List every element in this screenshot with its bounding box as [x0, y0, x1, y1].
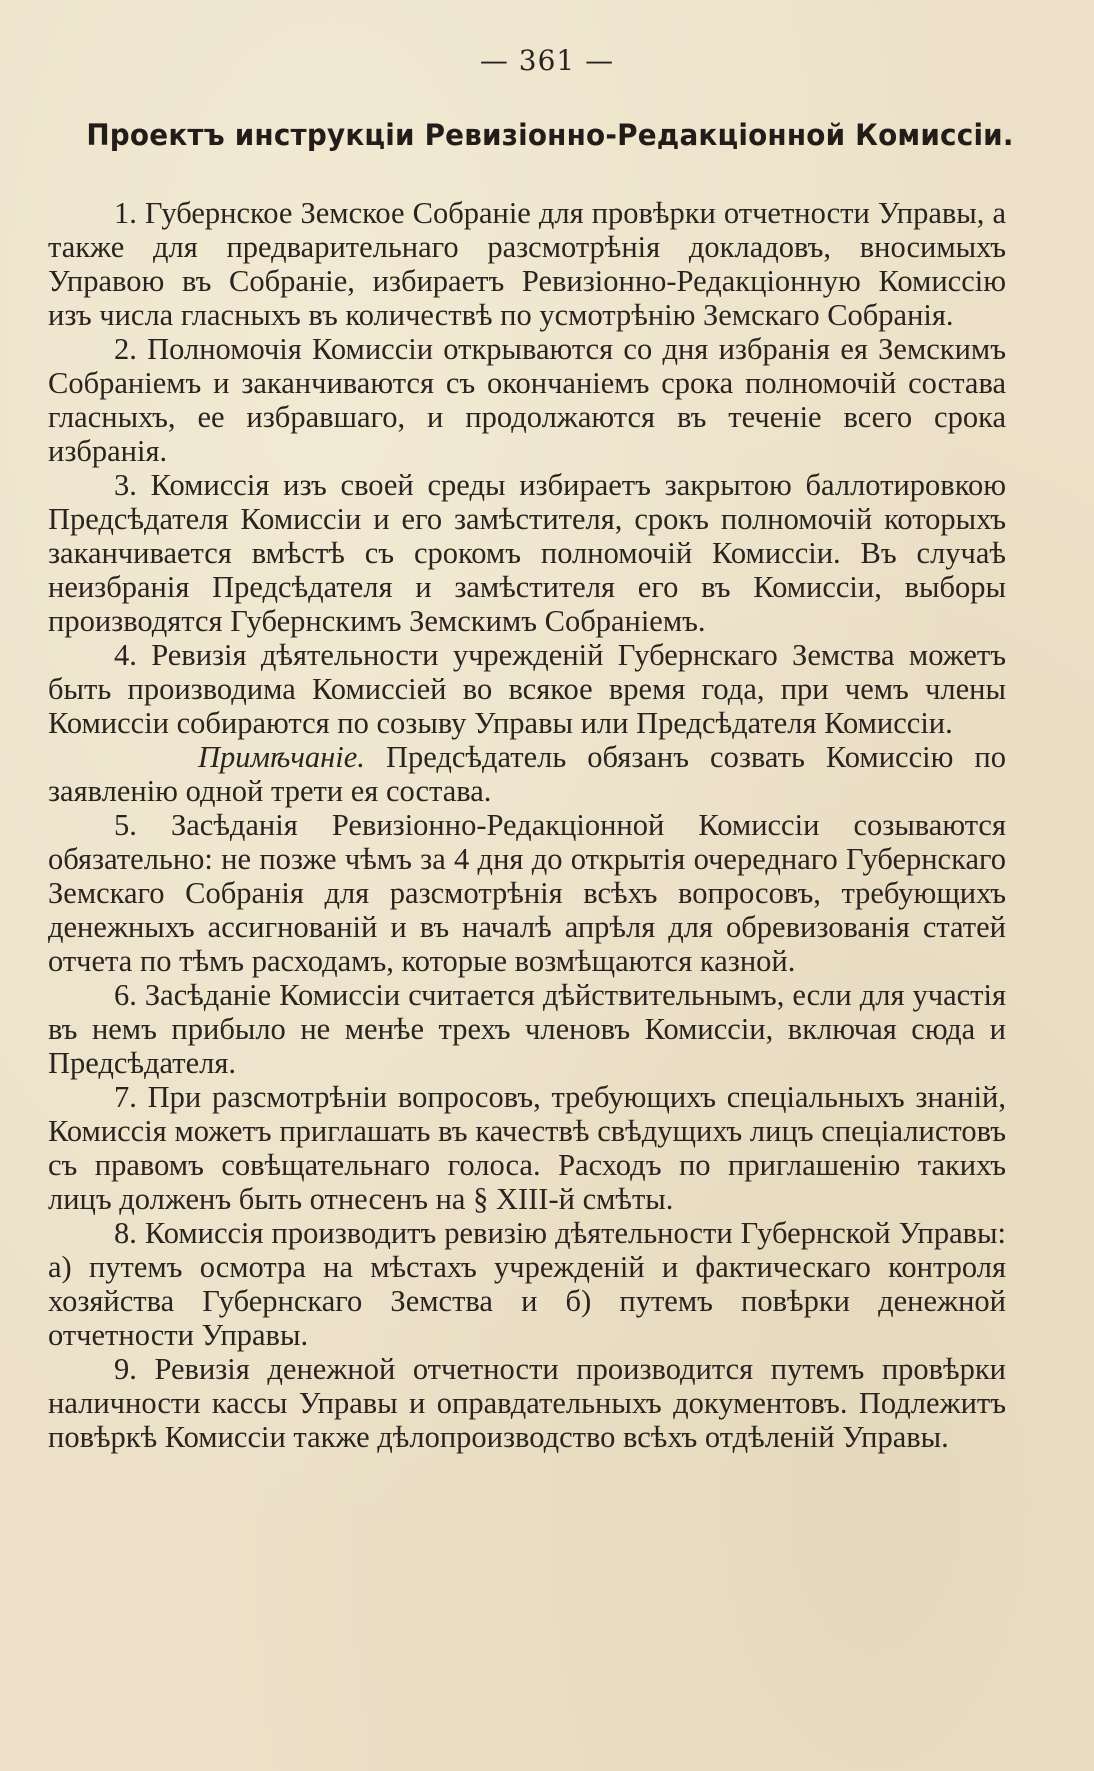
note-label: Примѣчаніе. [198, 740, 365, 774]
paragraph-6: 6. Засѣданіе Комиссіи считается дѣйствительнымъ, если для участія въ немъ прибыло не менѣе трехъ членовъ Комиссіи, включая сюда и Предсѣдателя. [48, 978, 1006, 1080]
paragraph-8: 8. Комиссія производитъ ревизію дѣятельности Губернской Управы: а) путемъ осмотра на мѣстахъ учрежденій и фактическаго контроля хозяйства Губернскаго Земства и б) путемъ повѣрки денежной отчетности Управы. [48, 1216, 1006, 1352]
page-number: — 361 — [479, 44, 615, 77]
note-text: Предсѣдатель обязанъ созвать Комиссію по заявленію одной трети ея состава. [48, 740, 1006, 808]
document-body [48, 196, 1006, 1454]
paragraph-7: 7. При разсмотрѣніи вопросовъ, требующихъ спеціальныхъ знаній, Комиссія можетъ приглашать въ качествѣ свѣдущихъ лицъ спеціалистовъ съ правомъ совѣщательнаго голоса. Расходъ по приглашенію такихъ лицъ долженъ быть отнесенъ на § XIII-й смѣты. [48, 1080, 1006, 1216]
paragraph-5: 5. Засѣданія Ревизіонно-Редакціонной Комиссіи созываются обязательно: не позже чѣмъ за 4 дня до открытія очереднаго Губернскаго Земскаго Собранія для разсмотрѣнія всѣхъ вопросовъ, требующихъ денежныхъ ассигнованій и въ началѣ апрѣля для обревизованія статей отчета по тѣмъ расходамъ, которые возмѣщаются казной. [48, 808, 1006, 978]
paragraph-4: 4. Ревизія дѣятельности учрежденій Губернскаго Земства можетъ быть производима Комиссіей во всякое время года, при чемъ члены Комиссіи собираются по созыву Управы или Предсѣдателя Комиссіи. [48, 638, 1006, 740]
paragraph-9: 9. Ревизія денежной отчетности производится путемъ провѣрки наличности кассы Управы и оправдательныхъ документовъ. Подлежитъ повѣркѣ Комиссіи также дѣлопроизводство всѣхъ отдѣленій Управы. [48, 1352, 1006, 1454]
paragraph-2: 2. Полномочія Комиссіи открываются со дня избранія ея Земскимъ Собраніемъ и заканчиваются съ окончаніемъ срока полномочій состава гласныхъ, ее избравшаго, и продолжаются въ теченіе всего срока избранія. [48, 332, 1006, 468]
page-title: Проектъ инструкціи Ревизіонно-Редакціонной Комиссіи. [86, 118, 1014, 152]
paragraph-1: 1. Губернское Земское Собраніе для провѣрки отчетности Управы, а также для предварительнаго разсмотрѣнія докладовъ, вносимыхъ Управою въ Собраніе, избираетъ Ревизіонно-Редакціонную Комиссію изъ числа гласныхъ въ количествѣ по усмотрѣнію Земскаго Собранія. [48, 196, 1006, 332]
note-paragraph [48, 740, 1006, 808]
paragraph-3: 3. Комиссія изъ своей среды избираетъ закрытою баллотировкою Предсѣдателя Комиссіи и его замѣстителя, срокъ полномочій которыхъ заканчивается вмѣстѣ съ срокомъ полномочій Комиссіи. Въ случаѣ неизбранія Предсѣдателя и замѣстителя его въ Комиссіи, выборы производятся Губернскимъ Земскимъ Собраніемъ. [48, 468, 1006, 638]
